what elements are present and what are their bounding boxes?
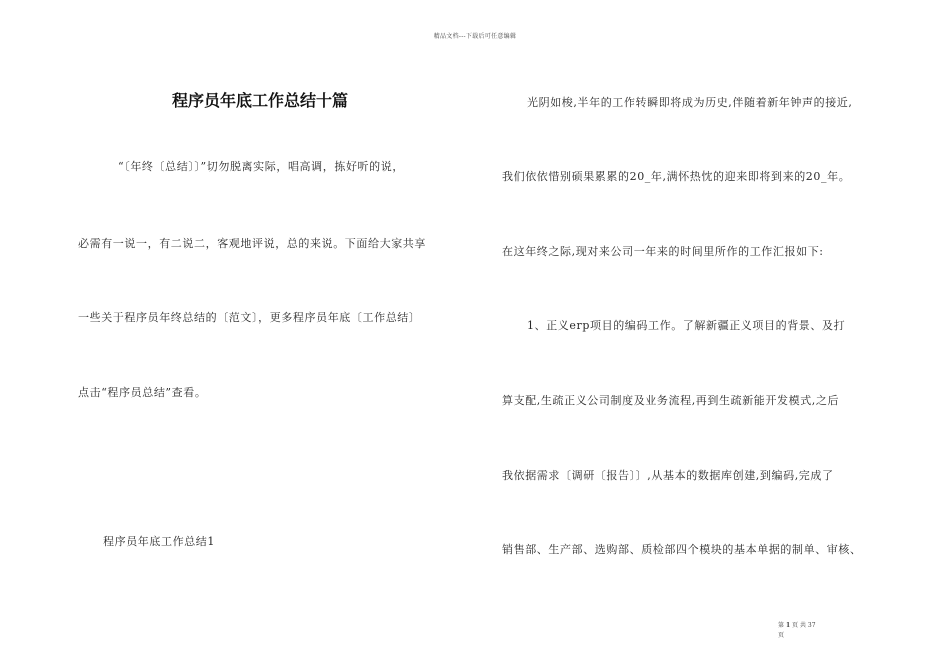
page-number: 1: [785, 622, 791, 629]
total-pages: 37: [807, 622, 816, 629]
paragraph-line: 算支配,生疏正义公司制度及业务流程,再到生疏新能开发模式,之后: [502, 394, 840, 407]
paragraph-line: “〔年终〔总结〕〕”切勿脱离实际，唱高调，拣好听的说，: [118, 160, 404, 173]
paragraph-line: 我依据需求〔调研〔报告〕〕,从基本的数据库创建,到编码,完成了: [502, 469, 834, 482]
paragraph-line: 我们依依惜别硕果累累的20_年,满怀热忱的迎来即将到来的20_年。: [502, 170, 851, 183]
page-footer: [778, 621, 838, 641]
paragraph-line: 1、正义erp项目的编码工作。了解新疆正义项目的背景、及打: [527, 319, 846, 332]
paragraph-line: 点击“程序员总结”查看。: [78, 386, 207, 399]
paragraph-line: 一些关于程序员年终总结的〔范文〕，更多程序员年底〔工作总结〕: [78, 311, 421, 324]
footer-prefix: 第: [778, 622, 785, 629]
document-title: 程序员年底工作总结十篇: [171, 91, 348, 110]
section-heading: 程序员年底工作总结1: [103, 535, 215, 548]
footer-mid: 页 共: [792, 622, 806, 629]
header-note: 精品文档---下载后可任意编辑: [433, 33, 517, 40]
paragraph-line: 在这年终之际,现对来公司一年来的时间里所作的工作汇报如下:: [502, 245, 824, 258]
paragraph-line: 光阴如梭,半年的工作转瞬即将成为历史,伴随着新年钟声的接近,: [527, 96, 853, 109]
paragraph-line: 必需有一说一，有二说二，客观地评说，总的来说。下面给大家共享: [78, 237, 426, 250]
paragraph-line: 销售部、生产部、选购部、质检部四个模块的基本单据的制单、审核、: [502, 543, 862, 556]
footer-suffix: 页: [778, 632, 785, 639]
